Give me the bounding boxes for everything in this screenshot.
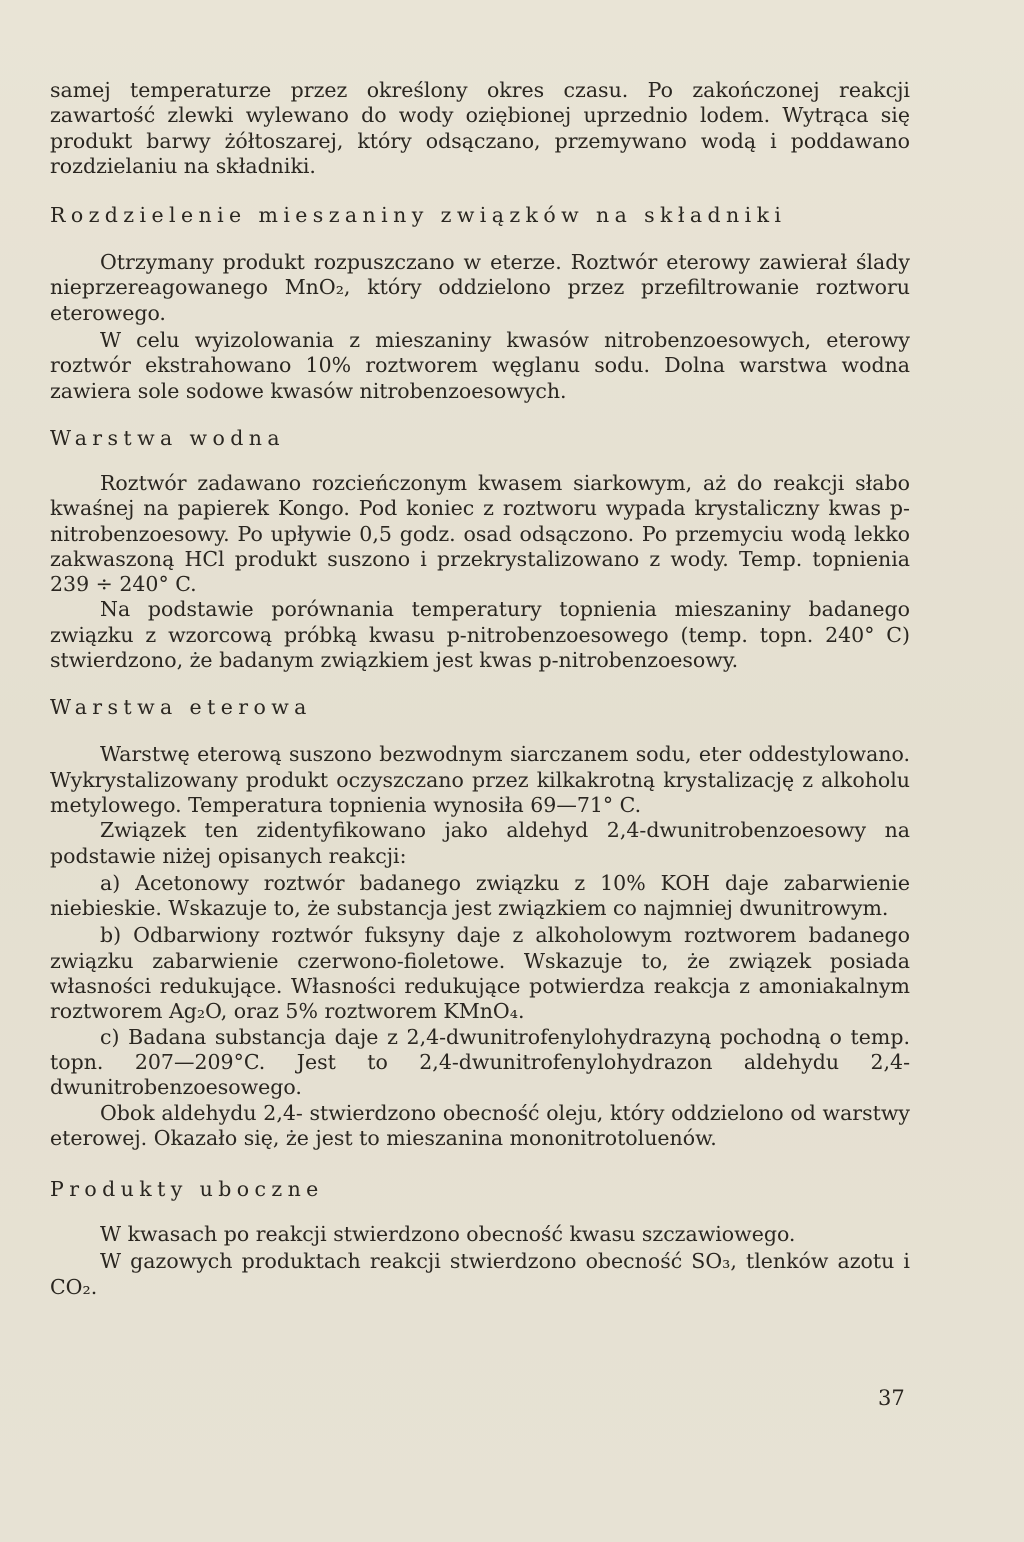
paragraph: Związek ten zidentyfikowano jako aldehyd 2,4-dwunitrobenzoesowy na podstawie niżej opisanych reakcji:	[50, 818, 910, 868]
paragraph: Otrzymany produkt rozpuszczano w eterze. Roztwór eterowy zawierał ślady nieprzereagowanego MnO₂, który oddzielono przez przefiltrowanie roztworu eterowego.	[50, 250, 910, 325]
paragraph: W celu wyizolowania z mieszaniny kwasów nitrobenzoesowych, eterowy roztwór ekstrahowano 10% roztworem węglanu sodu. Dolna warstwa wodna zawiera sole sodowe kwasów nitrobenzoesowych.	[50, 328, 910, 403]
paragraph: b) Odbarwiony roztwór fuksyny daje z alkoholowym roztworem badanego związku zabarwienie czerwono-fioletowe. Wskazuje to, że związek posiada własności redukujące. Własności redukujące potwierdza reakcja z amoniakalnym roztworem Ag₂O, oraz 5% roztworem KMnO₄.	[50, 923, 910, 1024]
paragraph: Warstwę eterową suszono bezwodnym siarczanem sodu, eter oddestylowano. Wykrystalizowany produkt oczyszczano przez kilkakrotną krystalizację z alkoholu metylowego. Temperatura topnienia wynosiła 69—71° C.	[50, 742, 910, 817]
paragraph: Na podstawie porównania temperatury topnienia mieszaniny badanego związku z wzorcową próbką kwasu p-nitrobenzoesowego (temp. topn. 240° C) stwierdzono, że badanym związkiem jest kwas p-nitrobenzoesowy.	[50, 597, 910, 673]
paragraph: Roztwór zadawano rozcieńczonym kwasem siarkowym, aż do reakcji słabo kwaśnej na papierek Kongo. Pod koniec z roztworu wypada krystaliczny kwas p-nitrobenzoesowy. Po upływie 0,5 godz. osad odsączono. Po przemyciu wodą lekko zakwaszoną HCl produkt suszono i przekrystalizowano z wody. Temp. topnienia 239 ÷ 240° C.	[50, 470, 910, 597]
page-body	[50, 78, 910, 1300]
paragraph: c) Badana substancja daje z 2,4-dwunitrofenylohydrazyną pochodną o temp. topn. 207—209°C. Jest to 2,4-dwunitrofenylohydrazon aldehydu 2,4-dwunitrobenzoesowego.	[50, 1024, 910, 1100]
section-heading: Rozdzielenie mieszaniny związków na składniki	[50, 203, 787, 228]
paragraph: W gazowych produktach reakcji stwierdzono obecność SO₃, tlenków azotu i CO₂.	[50, 1249, 910, 1299]
paragraph: a) Acetonowy roztwór badanego związku z 10% KOH daje zabarwienie niebieskie. Wskazuje to, że substancja jest związkiem co najmniej dwunitrowym.	[50, 870, 910, 921]
section-heading: Warstwa wodna	[50, 425, 285, 450]
paragraph: Obok aldehydu 2,4- stwierdzono obecność oleju, który oddzielono od warstwy eterowej. Okazało się, że jest to mieszanina mononitrotoluenów.	[50, 1100, 910, 1150]
section-heading: Produkty uboczne	[50, 1177, 324, 1202]
section-heading: Warstwa eterowa	[50, 695, 312, 720]
paragraph: W kwasach po reakcji stwierdzono obecność kwasu szczawiowego.	[100, 1222, 796, 1247]
page-number: 37	[878, 1386, 905, 1410]
paragraph: samej temperaturze przez określony okres czasu. Po zakończonej reakcji zawartość zlewki wylewano do wody oziębionej uprzednio lodem. Wytrąca się produkt barwy żółtoszarej, który odsączano, przemywano wodą i poddawano rozdzielaniu na składniki.	[50, 78, 910, 178]
